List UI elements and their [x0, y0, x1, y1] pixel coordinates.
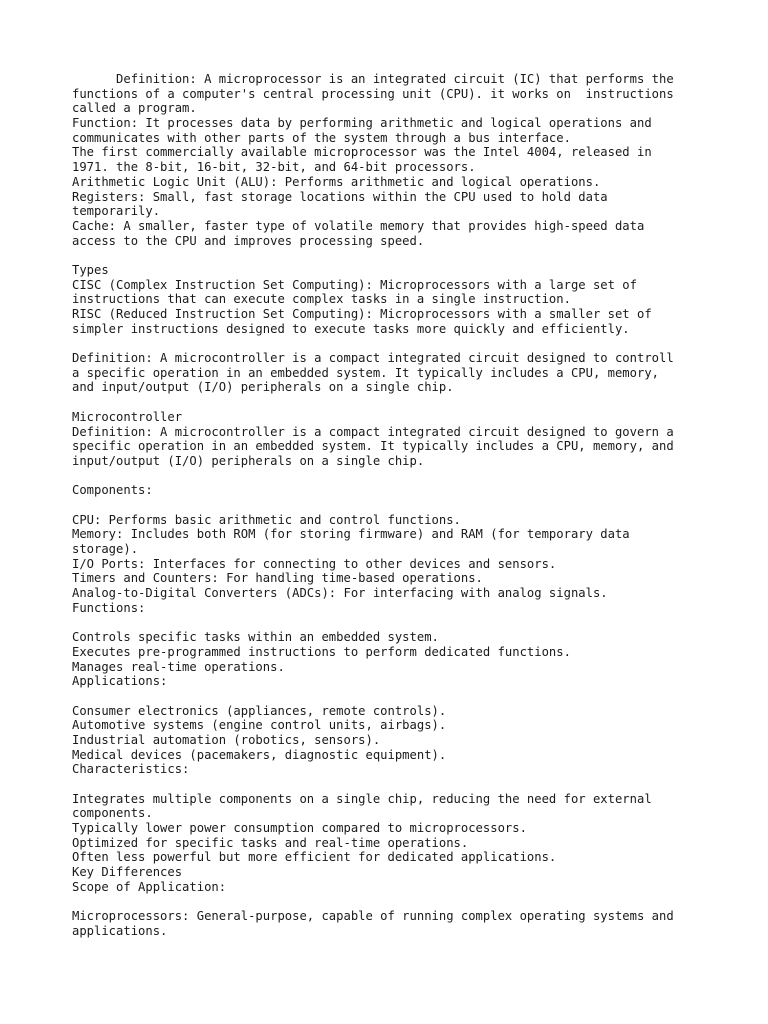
text-line: a specific operation in an embedded system. It typically includes a CPU, memory, — [72, 365, 659, 380]
text-line: Registers: Small, fast storage locations within the CPU used to hold data — [72, 189, 608, 204]
text-line — [72, 615, 712, 630]
text-line: simpler instructions designed to execute tasks more quickly and efficiently. — [72, 321, 630, 336]
text-line: Applications: — [72, 674, 168, 689]
text-line: Definition: A microprocessor is an integrated circuit (IC) that performs the — [72, 72, 674, 86]
text-line: Optimized for specific tasks and real-time operations. — [72, 835, 469, 850]
text-line: temporarily. — [72, 204, 161, 219]
text-line — [72, 469, 712, 484]
text-line — [72, 248, 712, 263]
text-line: Types — [72, 262, 109, 277]
text-line: CISC (Complex Instruction Set Computing): Microprocessors with a large set of — [72, 277, 637, 292]
text-line: access to the CPU and improves processing speed. — [72, 233, 425, 248]
text-line: called a program. — [72, 101, 197, 116]
text-line: applications. — [72, 923, 168, 938]
text-line: Memory: Includes both ROM (for storing firmware) and RAM (for temporary data — [72, 527, 630, 542]
text-line: Analog-to-Digital Converters (ADCs): For interfacing with analog signals. — [72, 586, 608, 601]
text-line: Cache: A smaller, faster type of volatile memory that provides high-speed data — [72, 218, 645, 233]
document-body — [72, 72, 712, 939]
text-line — [72, 689, 712, 704]
text-line: Functions: — [72, 600, 146, 615]
text-line: specific operation in an embedded system. It typically includes a CPU, memory, and — [72, 439, 674, 454]
text-line: instructions that can execute complex tasks in a single instruction. — [72, 292, 571, 307]
text-line: I/O Ports: Interfaces for connecting to other devices and sensors. — [72, 556, 557, 571]
text-line: Function: It processes data by performing arithmetic and logical operations and — [72, 116, 652, 131]
text-line — [72, 395, 712, 410]
text-line: Controls specific tasks within an embedded system. — [72, 630, 439, 645]
text-line: Arithmetic Logic Unit (ALU): Performs arithmetic and logical operations. — [72, 174, 601, 189]
text-line: input/output (I/O) peripherals on a single chip. — [72, 453, 425, 468]
text-line: Consumer electronics (appliances, remote controls). — [72, 703, 447, 718]
text-line: Microcontroller — [72, 409, 183, 424]
text-line: components. — [72, 806, 153, 821]
text-line: Scope of Application: — [72, 879, 227, 894]
text-line: Automotive systems (engine control units, airbags). — [72, 718, 447, 733]
text-line: functions of a computer's central processing unit (CPU). it works on instructions — [72, 86, 674, 101]
text-line: Executes pre-programmed instructions to perform dedicated functions. — [72, 644, 571, 659]
text-line: Integrates multiple components on a single chip, reducing the need for external — [72, 791, 652, 806]
text-line: Timers and Counters: For handling time-based operations. — [72, 571, 483, 586]
text-line: storage). — [72, 542, 139, 556]
text-line: and input/output (I/O) peripherals on a single chip. — [72, 380, 454, 395]
text-line: Characteristics: — [72, 762, 190, 777]
text-line: CPU: Performs basic arithmetic and control functions. — [72, 512, 461, 527]
text-line: Medical devices (pacemakers, diagnostic equipment). — [72, 747, 447, 762]
text-line: Typically lower power consumption compared to microprocessors. — [72, 821, 527, 836]
text-line: The first commercially available microprocessor was the Intel 4004, released in — [72, 145, 652, 160]
text-line: 1971. the 8-bit, 16-bit, 32-bit, and 64-bit processors. — [72, 160, 476, 175]
text-line — [72, 498, 712, 513]
text-line — [72, 777, 712, 792]
text-line: Microprocessors: General-purpose, capable of running complex operating systems and — [72, 909, 674, 924]
text-line: Definition: A microcontroller is a compact integrated circuit designed to controll — [72, 351, 674, 366]
text-line: Industrial automation (robotics, sensors). — [72, 732, 381, 747]
text-line: communicates with other parts of the system through a bus interface. — [72, 130, 571, 145]
text-line: Manages real-time operations. — [72, 659, 285, 674]
text-line — [72, 895, 712, 910]
text-line: Components: — [72, 483, 153, 498]
text-line: Definition: A microcontroller is a compact integrated circuit designed to govern a — [72, 424, 674, 439]
text-line: RISC (Reduced Instruction Set Computing): Microprocessors with a smaller set of — [72, 307, 652, 321]
text-line: Key Differences — [72, 865, 183, 880]
text-line: Often less powerful but more efficient for dedicated applications. — [72, 850, 557, 865]
text-line — [72, 336, 712, 351]
